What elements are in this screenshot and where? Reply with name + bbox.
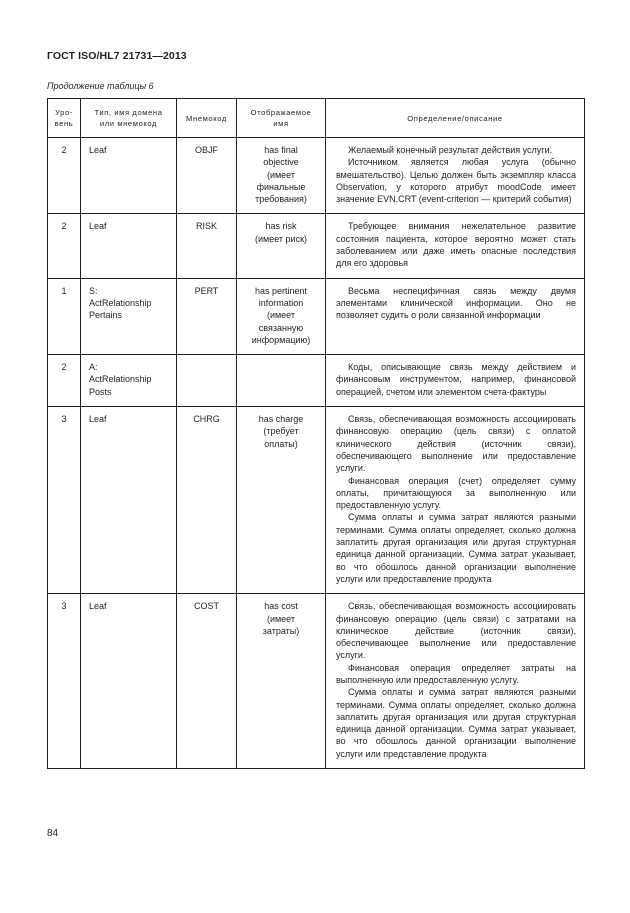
cell-type: Leaf (81, 594, 177, 769)
definition-paragraph: Весьма неспецифичная связь между двумя элементами клинической информации. Оно не позволяет судить о роли связанной информации (336, 285, 576, 321)
definition-paragraph: Сумма оплаты и сумма затрат являются разными терминами. Сумма оплаты определяет, сколько должна заплатить другая организация или другая структурная единица данной организации. Сумма затрат указывает, во что обошлось данной организации выполнение услуги или представление продукта (336, 687, 576, 759)
definition-paragraph: Финансовая операция (счет) определяет сумму оплаты, причитающуюся за выполненную или предоставленную услугу. (336, 475, 576, 511)
cell-level: 2 (48, 138, 81, 214)
cell-display: has risk (имеет риск) (237, 214, 326, 278)
col-header-definition: Определение/описание (326, 99, 585, 138)
cell-level: 2 (48, 355, 81, 407)
cell-definition (326, 407, 585, 594)
col-header-mnemonic: Мнемокод (177, 99, 237, 138)
cell-type: S: ActRelationship Pertains (81, 278, 177, 354)
cell-mnemonic (177, 355, 237, 407)
cell-display: has cost (имеет затраты) (237, 594, 326, 769)
cell-definition (326, 355, 585, 407)
col-header-display: Отображаемое имя (237, 99, 326, 138)
table-row (48, 594, 585, 769)
table-row (48, 214, 585, 278)
cell-mnemonic: OBJF (177, 138, 237, 214)
table-row (48, 138, 585, 214)
table-caption: Продолжение таблицы 6 (47, 81, 154, 91)
table-row (48, 407, 585, 594)
cell-definition (326, 594, 585, 769)
table-row (48, 278, 585, 354)
cell-mnemonic: COST (177, 594, 237, 769)
cell-level: 3 (48, 407, 81, 594)
definition-paragraph: Связь, обеспечивающая возможность ассоциировать финансовую операцию (цель связи) с затратами на клиническое действие (источник связи), обеспечивающее выполнение или предоставление услуги. (336, 601, 576, 661)
cell-display: has charge (требует оплаты) (237, 407, 326, 594)
cell-type: A: ActRelationship Posts (81, 355, 177, 407)
relationship-table (47, 98, 585, 769)
cell-display: has pertinent information (имеет связанную информацию) (237, 278, 326, 354)
cell-definition (326, 278, 585, 354)
cell-display (237, 355, 326, 407)
cell-mnemonic: PERT (177, 278, 237, 354)
cell-mnemonic: RISK (177, 214, 237, 278)
document-header: ГОСТ ISO/HL7 21731—2013 (47, 50, 187, 62)
cell-definition (326, 138, 585, 214)
definition-paragraph: Связь, обеспечивающая возможность ассоциировать финансовую операцию (цель связи) с оплатой клинического действия (источник связи), обеспечивающего выполнение или предоставление услуги. (336, 414, 576, 474)
cell-type: Leaf (81, 407, 177, 594)
col-header-level: Уро- вень (48, 99, 81, 138)
definition-paragraph: Сумма оплаты и сумма затрат являются разными терминами. Сумма оплаты определяет, сколько должна заплатить другая организация или другая структурная единица данной организации. Сумма затрат указывает, во что обошлось данной организации выполнение услуги или предоставление продукта (336, 512, 576, 584)
table-row (48, 355, 585, 407)
cell-display: has final objective (имеет финальные требования) (237, 138, 326, 214)
definition-paragraph: Желаемый конечный результат действия услуги. (348, 145, 553, 155)
cell-type: Leaf (81, 214, 177, 278)
cell-definition (326, 214, 585, 278)
page-number: 84 (47, 828, 59, 839)
cell-level: 1 (48, 278, 81, 354)
cell-level: 3 (48, 594, 81, 769)
definition-paragraph: Требующее внимания нежелательное развитие состояния пациента, которое вероятно может стать заболеванием или даже иметь опасные последствия для его здоровья (336, 221, 576, 269)
table-header-row (48, 99, 585, 138)
col-header-type: Тип, имя домена или мнемокод (81, 99, 177, 138)
definition-paragraph: Источником является любая услуга (обычно вмешательство). Целью должен быть экземпляр класса Observation, у которого атрибут moodCode имеет значение EVN.CRT (event-criterion — критерий события) (336, 157, 576, 205)
cell-mnemonic: CHRG (177, 407, 237, 594)
cell-level: 2 (48, 214, 81, 278)
cell-type: Leaf (81, 138, 177, 214)
definition-paragraph: Финансовая операция определяет затраты на выполненную или предоставленную услугу. (336, 662, 576, 685)
definition-paragraph: Коды, описывающие связь между действием и финансовым инструментом, например, финансовой операцией, счетом или элементом счета-фактуры (336, 362, 576, 397)
